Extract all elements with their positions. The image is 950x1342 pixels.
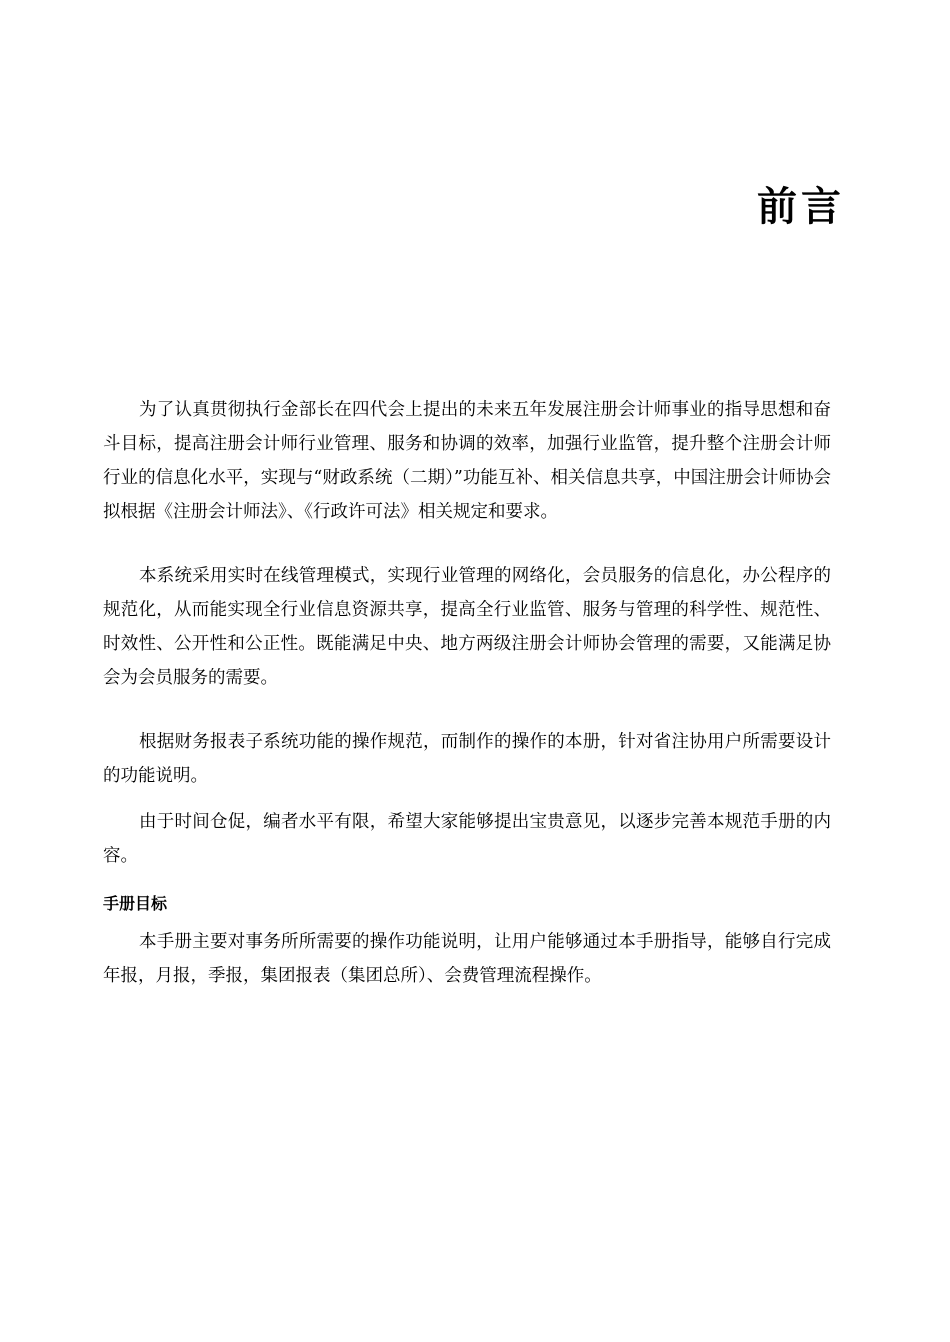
paragraph-system-mode: 本系统采用实时在线管理模式，实现行业管理的网络化，会员服务的信息化，办公程序的规范化，从而能实现全行业信息资源共享，提高全行业监管、服务与管理的科学性、规范性、时效性、公开性和公正性。既能满足中央、地方两级注册会计师协会管理的需要，又能满足协会为会员服务的需要。 [103,566,831,688]
paragraph-feedback: 由于时间仓促，编者水平有限，希望大家能够提出宝贵意见，以逐步完善本规范手册的内容。 [103,812,831,866]
paragraph-manual-basis: 根据财务报表子系统功能的操作规范，而制作的操作的本册，针对省注协用户所需要设计的功能说明。 [103,732,831,786]
section-heading-manual-goal: 手册目标 [103,894,168,913]
page-title: 前言 [757,184,845,230]
paragraph-manual-goal: 本手册主要对事务所所需要的操作功能说明，让用户能够通过本手册指导，能够自行完成年报，月报，季报，集团报表（集团总所）、会费管理流程操作。 [103,932,831,986]
document-body [103,393,831,993]
paragraph-purpose: 为了认真贯彻执行金部长在四代会上提出的未来五年发展注册会计师事业的指导思想和奋斗目标，提高注册会计师行业管理、服务和协调的效率，加强行业监管，提升整个注册会计师行业的信息化水平，实现与“财政系统（二期）”功能互补、相关信息共享，中国注册会计师协会拟根据《注册会计师法》、《行政许可法》相关规定和要求。 [103,400,831,522]
